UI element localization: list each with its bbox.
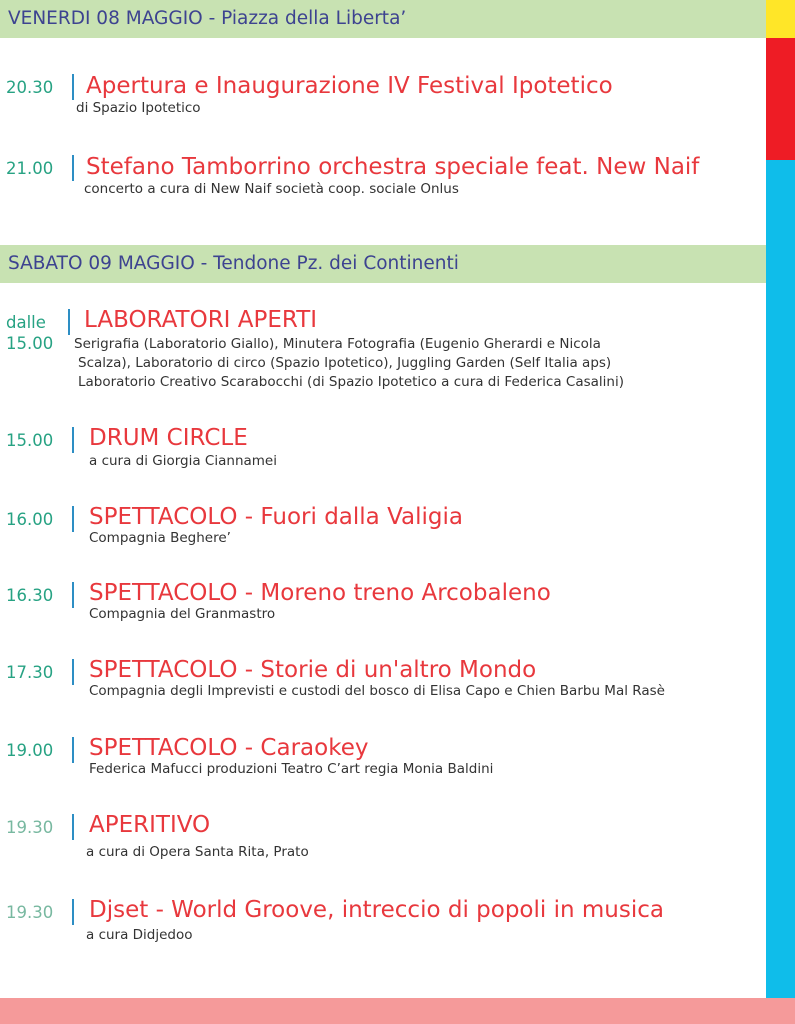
side-bar-red <box>766 38 795 160</box>
day-header-friday: VENERDI 08 MAGGIO - Piazza della Liberta’ <box>0 0 766 38</box>
event-description: Compagnia degli Imprevisti e custodi del bosco di Elisa Capo e Chien Barbu Mal Rasè <box>89 683 665 699</box>
footer-bar <box>0 998 795 1024</box>
event-time: 19.00 <box>6 741 54 760</box>
side-bar-yellow <box>766 0 795 38</box>
event-description-line: Laboratorio Creativo Scarabocchi (di Spazio Ipotetico a cura di Federica Casalini) <box>78 374 624 390</box>
event-saturday-1 <box>0 502 760 562</box>
event-title: SPETTACOLO - Caraokey <box>89 735 369 761</box>
event-description: di Spazio Ipotetico <box>76 100 201 116</box>
event-saturday-2 <box>0 578 760 638</box>
event-time: 16.00 <box>6 510 54 529</box>
event-title: LABORATORI APERTI <box>84 307 318 333</box>
event-separator <box>72 506 74 532</box>
event-description: Federica Mafucci produzioni Teatro C’art regia Monia Baldini <box>89 761 494 777</box>
event-separator <box>72 814 74 840</box>
event-title: SPETTACOLO - Storie di un'altro Mondo <box>89 657 537 683</box>
event-description: a cura di Giorgia Ciannamei <box>89 453 277 469</box>
event-title: SPETTACOLO - Moreno treno Arcobaleno <box>89 580 551 606</box>
event-description: concerto a cura di New Naif società coop. sociale Onlus <box>84 181 459 197</box>
event-time: 19.30 <box>6 818 54 837</box>
day-header-saturday: SABATO 09 MAGGIO - Tendone Pz. dei Continenti <box>0 245 766 283</box>
event-time: 19.30 <box>6 903 54 922</box>
event-description: a cura di Opera Santa Rita, Prato <box>86 844 309 860</box>
event-separator <box>68 309 70 335</box>
event-separator <box>72 582 74 608</box>
event-description: a cura Didjedoo <box>86 927 193 943</box>
event-saturday-0 <box>0 423 760 483</box>
event-friday-0 <box>0 70 760 130</box>
event-saturday-6 <box>0 895 760 955</box>
event-time: 17.30 <box>6 663 54 682</box>
event-title: APERITIVO <box>89 812 211 838</box>
event-separator <box>72 74 74 100</box>
event-time: 21.00 <box>6 159 54 178</box>
event-separator <box>72 899 74 925</box>
event-description-line: Serigrafia (Laboratorio Giallo), Minutera Fotografia (Eugenio Gherardi e Nicola <box>74 336 601 352</box>
event-time: 15.00 <box>6 431 54 450</box>
event-title: SPETTACOLO - Fuori dalla Valigia <box>89 504 463 530</box>
event-separator <box>72 737 74 763</box>
event-separator <box>72 155 74 181</box>
event-description: Compagnia del Granmastro <box>89 606 276 622</box>
event-saturday-labs <box>0 305 760 397</box>
event-title: Djset - World Groove, intreccio di popoli in musica <box>89 897 664 923</box>
event-time: 15.00 <box>6 334 54 353</box>
event-saturday-5 <box>0 810 760 870</box>
event-description: Compagnia Beghere’ <box>89 530 231 546</box>
event-time: 20.30 <box>6 78 54 97</box>
event-separator <box>72 659 74 685</box>
event-title: Stefano Tamborrino orchestra speciale feat. New Naif <box>86 154 700 180</box>
event-time: 16.30 <box>6 586 54 605</box>
event-saturday-3 <box>0 655 760 715</box>
event-description-line: Scalza), Laboratorio di circo (Spazio Ipotetico), Juggling Garden (Self Italia aps) <box>78 355 612 371</box>
event-title: Apertura e Inaugurazione IV Festival Ipotetico <box>86 73 613 99</box>
event-saturday-4 <box>0 733 760 793</box>
event-title: DRUM CIRCLE <box>89 425 248 451</box>
event-friday-1 <box>0 151 760 211</box>
side-bar-cyan <box>766 160 795 1000</box>
event-time-prefix: dalle <box>6 313 46 332</box>
event-separator <box>72 427 74 453</box>
